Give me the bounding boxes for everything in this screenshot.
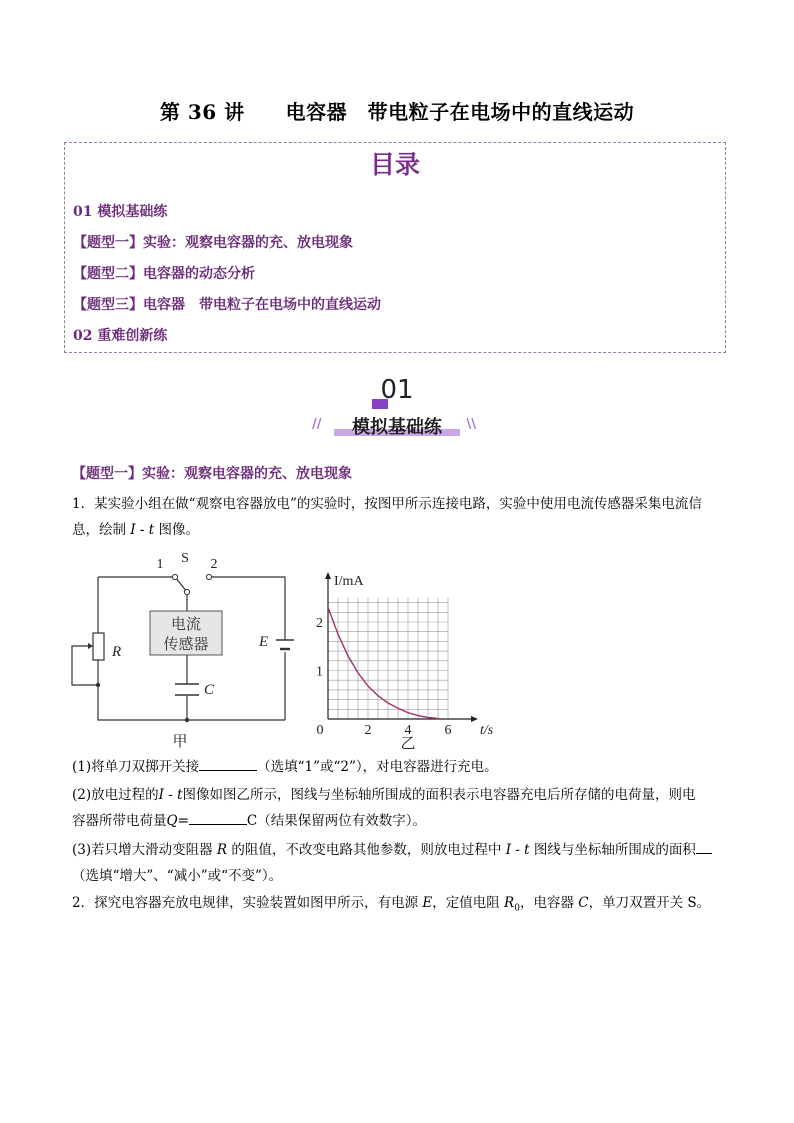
discharge-curve — [328, 608, 438, 719]
q1-intro-line-1: 1．某实验小组在做“观察电容器放电”的实验时，按图甲所示连接电路，实验中使用电流传感器采集电流信 — [72, 496, 702, 512]
q1-intro-line-2 — [72, 517, 724, 543]
var-i-t: I - t — [505, 842, 530, 858]
banner-slash-left-icon: // — [312, 417, 322, 432]
text: C（结果保留两位有效数字）。 — [246, 813, 426, 829]
var-r: R — [216, 842, 228, 858]
text: (1)将单刀双掷开关接 — [72, 759, 200, 775]
circuit-caption: 甲 — [172, 734, 188, 750]
text: 2．探究电容器充放电规律，实验装置如图甲所示，有电源 — [72, 895, 423, 911]
text: 图像。 — [154, 522, 199, 538]
text: (2)放电过程的 — [72, 787, 159, 803]
toc-item-type-2[interactable]: 【题型二】电容器的动态分析 — [73, 266, 255, 282]
section-name: 模拟基础练 — [352, 417, 442, 438]
q1-step-3-line-1 — [72, 837, 724, 863]
i-t-chart — [308, 568, 493, 752]
text: (3)若只增大滑动变阻器 — [72, 842, 217, 858]
rheostat-slider-wire — [72, 646, 98, 685]
junction-dot — [96, 683, 100, 687]
circuit-diagram — [62, 548, 308, 752]
var-e: E — [422, 895, 433, 911]
var-i-t: I - t — [130, 522, 155, 538]
rheostat-arrow-icon — [88, 643, 93, 649]
var-i-t: I - t — [158, 787, 183, 803]
sensor-label-line-2: 传感器 — [163, 637, 209, 653]
toc-item-type-3[interactable]: 【题型三】电容器 带电粒子在电场中的直线运动 — [73, 297, 381, 313]
chart-series — [328, 608, 438, 719]
q1-step-1 — [72, 754, 724, 780]
toc-item-type-1[interactable]: 【题型一】实验：观察电容器的充、放电现象 — [73, 235, 353, 251]
answer-blank-1[interactable] — [199, 756, 257, 771]
text: 的阻值，不改变电路其他参数，则放电过程中 — [227, 842, 506, 858]
source-label: E — [259, 634, 269, 650]
x-tick-label: 6 — [444, 723, 452, 738]
switch-position-1-label: 1 — [156, 557, 164, 572]
chart-y-axis-label: I/mA — [334, 574, 364, 589]
var-r0: R — [504, 895, 515, 911]
junction-dot — [185, 718, 189, 722]
chart-grid — [328, 598, 448, 719]
toc-item-section-02[interactable]: 02 重难创新练 — [73, 328, 168, 344]
text: 图线与坐标轴所围成的面积 — [529, 842, 696, 858]
x-axis-arrow-icon — [471, 716, 478, 722]
var-r0-subscript: 0 — [514, 903, 520, 914]
section-number: 01 — [380, 375, 414, 405]
text: ，单刀双置开关 S。 — [588, 895, 711, 911]
q2-text — [72, 890, 724, 922]
text: 图像如图乙所示，图线与坐标轴所围成的面积表示电容器充电后所存储的电荷量，则电 — [182, 787, 696, 803]
chart-caption: 乙 — [400, 736, 416, 752]
toc-heading: 目录 — [369, 150, 420, 179]
q1-intro — [72, 491, 724, 543]
x-tick-label: 4 — [404, 723, 412, 738]
resistor-label: R — [112, 644, 122, 660]
var-q: Q — [166, 813, 178, 829]
y-tick-label: 2 — [316, 616, 323, 631]
text: ，定值电阻 — [432, 895, 505, 911]
chart-tick-labels — [316, 616, 452, 738]
x-tick-label: 0 — [316, 723, 324, 738]
var-c: C — [578, 895, 589, 911]
chart-x-axis-label: t/s — [480, 723, 493, 738]
page-title: 第 36 讲 电容器 带电粒子在电场中的直线运动 — [159, 100, 635, 124]
toc-item-section-01[interactable]: 01 模拟基础练 — [73, 204, 168, 220]
q1-step-3-line-2: （选填“增大”、“减小”或“不变”）。 — [72, 868, 283, 884]
text: 容器所带电荷量 — [72, 813, 167, 829]
table-of-contents — [64, 142, 726, 353]
q1-step-2 — [72, 782, 724, 834]
answer-blank-2[interactable] — [189, 810, 247, 825]
y-axis-arrow-icon — [325, 572, 331, 579]
section-banner — [312, 412, 482, 438]
sensor-label-line-1: 电流 — [170, 617, 202, 633]
q1-step-2-line-1 — [72, 782, 724, 808]
text: ，电容器 — [519, 895, 579, 911]
q1-step-2-line-2 — [72, 808, 724, 834]
switch-terminal-1 — [172, 574, 177, 579]
x-tick-label: 2 — [364, 723, 372, 738]
text: （选填“1”或“2”），对电容器进行充电。 — [257, 759, 498, 775]
switch-terminal-2 — [206, 574, 211, 579]
q1-step-3 — [72, 837, 724, 889]
y-tick-label: 1 — [316, 664, 323, 680]
rheostat-body — [93, 633, 104, 660]
text: = — [177, 813, 189, 829]
capacitor-label: C — [204, 682, 215, 698]
wire-left-lower — [98, 660, 185, 720]
banner-slash-right-icon: \\ — [466, 417, 476, 432]
type-1-heading: 【题型一】实验：观察电容器的充、放电现象 — [72, 466, 352, 482]
answer-blank-3[interactable] — [696, 839, 712, 854]
text: 息，绘制 — [72, 522, 131, 538]
switch-label: S — [181, 551, 189, 566]
switch-pivot — [184, 589, 189, 594]
switch-position-2-label: 2 — [210, 557, 218, 572]
